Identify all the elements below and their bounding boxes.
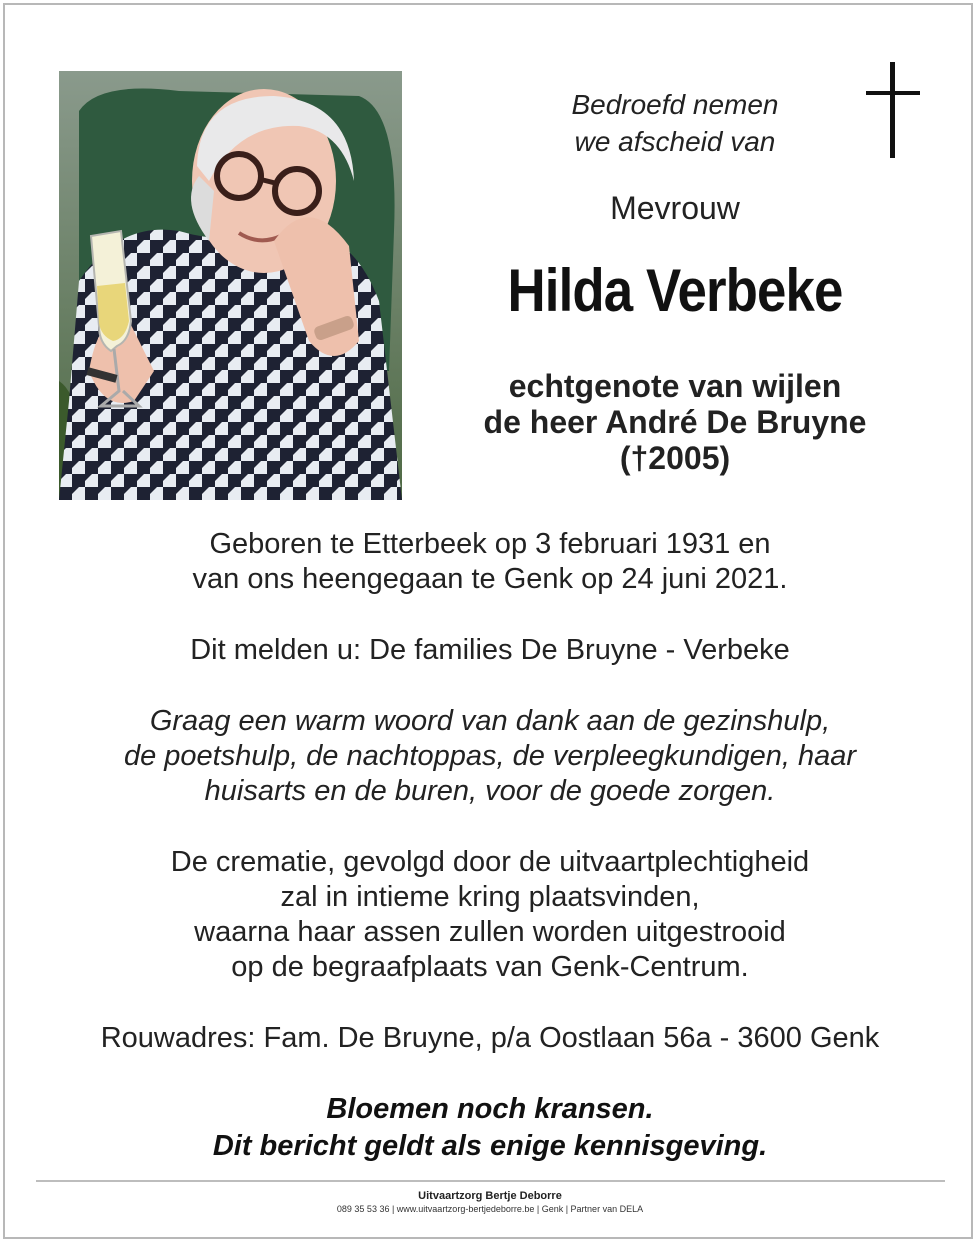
- spouse-line: (†2005): [619, 440, 731, 476]
- notification-line: Dit melden u: De families De Bruyne - Verbeke: [190, 634, 790, 666]
- deceased-name: Hilda Verbeke: [507, 257, 843, 324]
- honorific: Mevrouw: [610, 190, 740, 226]
- spouse-line: de heer André De Bruyne: [483, 404, 867, 440]
- text-line: van ons heengegaan te Genk op 24 juni 2021.: [192, 563, 788, 595]
- text-line: Graag een warm woord van dank aan de gezinshulp,: [149, 705, 831, 737]
- closing-line: Dit bericht geldt als enige kennisgeving.: [212, 1130, 768, 1162]
- text-line: op de begraafplaats van Genk-Centrum.: [231, 951, 749, 983]
- cross-icon: [866, 62, 922, 160]
- text-line: huisarts en de buren, voor de goede zorgen.: [204, 775, 776, 807]
- spouse-line: echtgenote van wijlen: [508, 368, 842, 404]
- cremation-paragraph: [40, 845, 940, 985]
- intro-line: we afscheid van: [574, 126, 776, 157]
- portrait-photo: [59, 71, 402, 500]
- birth-death-info: [40, 527, 940, 597]
- funeral-company: Uitvaartzorg Bertje Deborre: [418, 1190, 562, 1202]
- thanks-paragraph: [40, 704, 940, 809]
- closing-line: Bloemen noch kransen.: [326, 1093, 654, 1125]
- intro-line: Bedroefd nemen: [571, 89, 779, 120]
- intro-text: [520, 86, 830, 160]
- spouse-info: [430, 368, 920, 476]
- text-line: Geboren te Etterbeek op 3 februari 1931 en: [209, 528, 771, 560]
- mourning-address: Rouwadres: Fam. De Bruyne, p/a Oostlaan 56a - 3600 Genk: [100, 1022, 880, 1054]
- text-line: De crematie, gevolgd door de uitvaartplechtigheid: [170, 846, 810, 878]
- footer-divider: [36, 1180, 945, 1182]
- closing-notice: [40, 1091, 940, 1165]
- text-line: waarna haar assen zullen worden uitgestrooid: [194, 916, 786, 948]
- funeral-company-contact: 089 35 53 36 | www.uitvaartzorg-bertjedeborre.be | Genk | Partner van DELA: [336, 1204, 644, 1214]
- text-line: zal in intieme kring plaatsvinden,: [280, 881, 700, 913]
- text-line: de poetshulp, de nachtoppas, de verpleegkundigen, haar: [123, 740, 856, 772]
